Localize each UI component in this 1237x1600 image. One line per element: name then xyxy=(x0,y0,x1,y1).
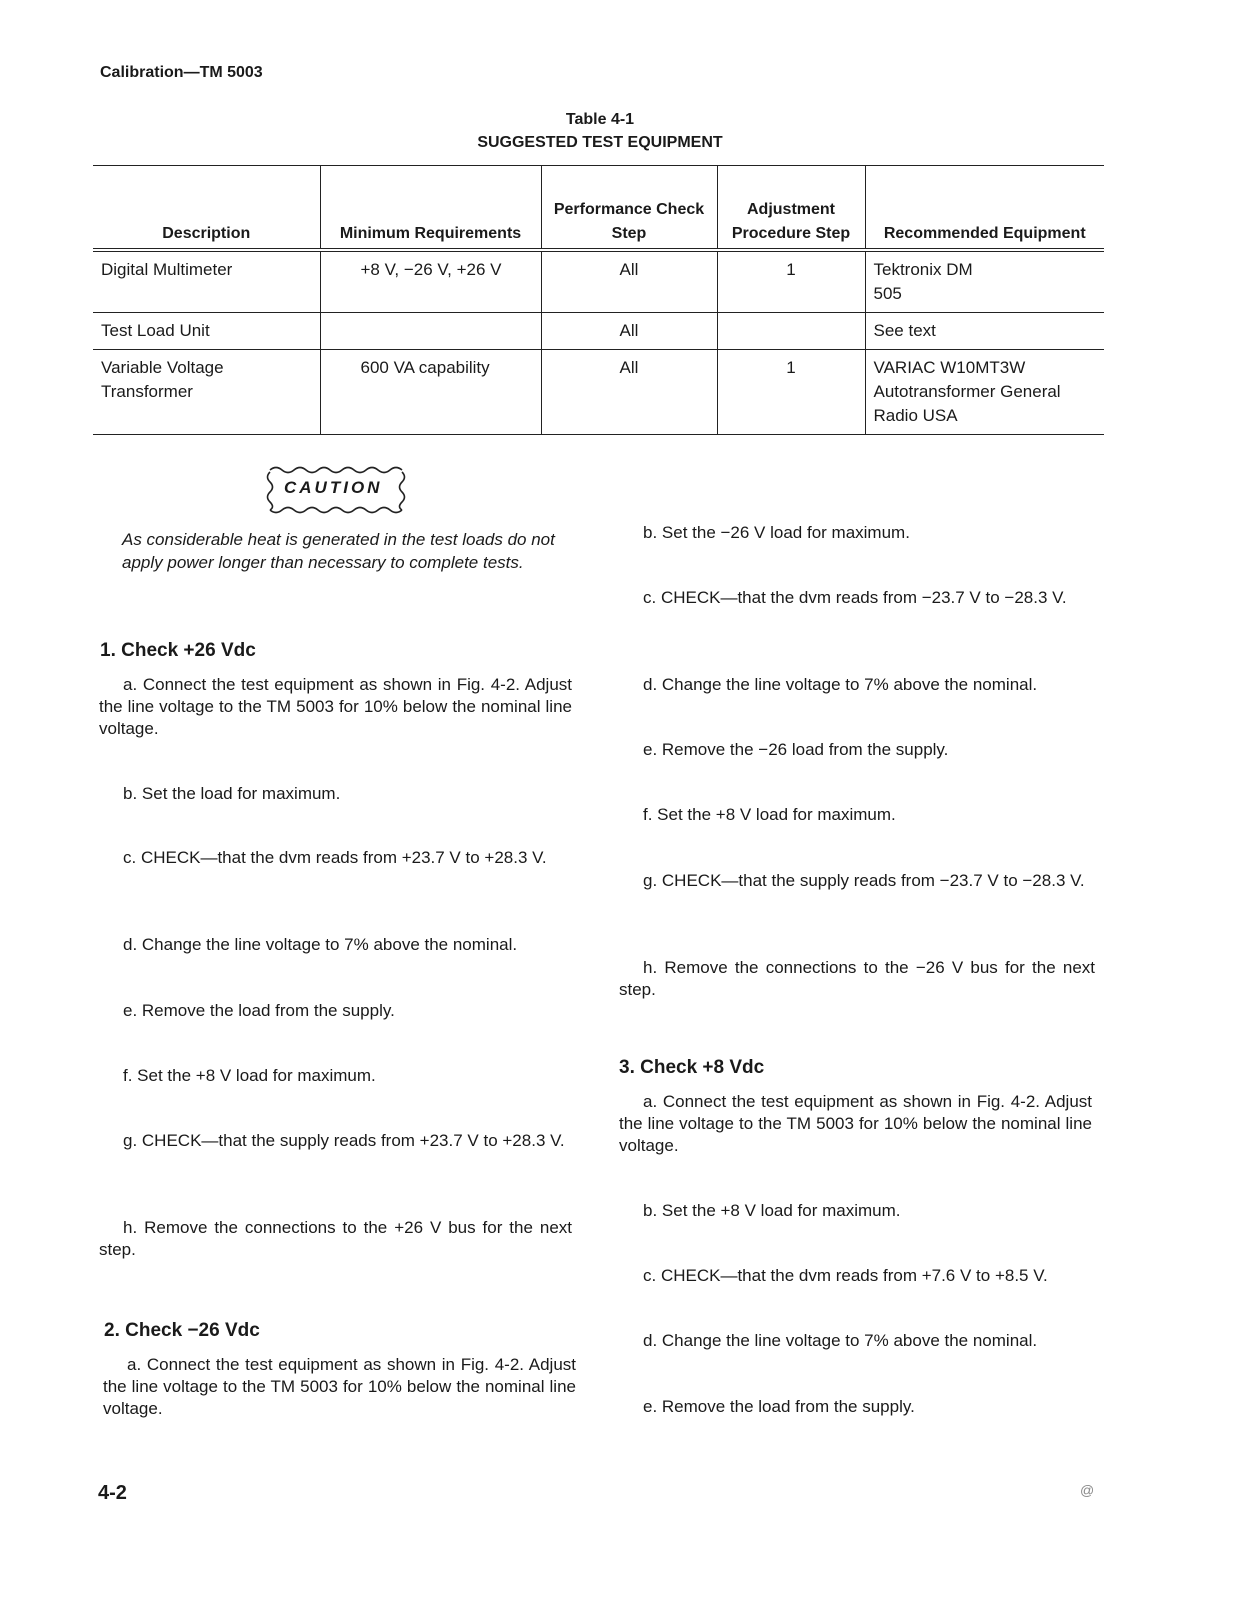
cell-adj-step: 1 xyxy=(717,250,865,313)
table-row xyxy=(93,250,1104,313)
page-number: 4-2 xyxy=(98,1482,127,1504)
table-number: Table 4-1 xyxy=(565,111,635,128)
section-3-title: 3. Check +8 Vdc xyxy=(619,1057,765,1078)
cell-min-req xyxy=(320,313,541,350)
cell-min-req: 600 VA capability xyxy=(320,350,541,435)
step-1h: h. Remove the connections to the +26 V bus for the next step. xyxy=(99,1218,572,1259)
step-3a: a. Connect the test equipment as shown in Fig. 4-2. Adjust the line voltage to the TM 5003 for 10% below the nominal line voltage. xyxy=(619,1092,1092,1155)
cell-perf-step: All xyxy=(541,250,717,313)
cell-description: Digital Multimeter xyxy=(93,250,320,313)
caution-text: As considerable heat is generated in the test loads do not apply power longer than necessary to complete tests. xyxy=(122,530,555,572)
cell-recommended: VARIAC W10MT3W Autotransformer General Radio USA xyxy=(865,350,1104,435)
col-header-adj-step: Adjustment Procedure Step xyxy=(717,166,865,251)
step-2a: a. Connect the test equipment as shown in Fig. 4-2. Adjust the line voltage to the TM 5003 for 10% below the nominal line voltage. xyxy=(103,1355,576,1418)
step-2e: e. Remove the −26 load from the supply. xyxy=(643,740,949,759)
step-2c: c. CHECK—that the dvm reads from −23.7 V to −28.3 V. xyxy=(643,588,1067,607)
step-2g: g. CHECK—that the supply reads from −23.7 V to −28.3 V. xyxy=(643,871,1085,890)
step-2f: f. Set the +8 V load for maximum. xyxy=(643,805,896,824)
step-3b: b. Set the +8 V load for maximum. xyxy=(643,1201,901,1220)
step-1b: b. Set the load for maximum. xyxy=(123,784,341,803)
cell-adj-step xyxy=(717,313,865,350)
running-header: Calibration—TM 5003 xyxy=(100,64,263,81)
step-1a: a. Connect the test equipment as shown in Fig. 4-2. Adjust the line voltage to the TM 5003 for 10% below the nominal line voltage. xyxy=(99,675,572,738)
step-1f: f. Set the +8 V load for maximum. xyxy=(123,1066,376,1085)
step-3d: d. Change the line voltage to 7% above the nominal. xyxy=(643,1331,1038,1350)
step-2h: h. Remove the connections to the −26 V bus for the next step. xyxy=(619,958,1095,999)
table-header-row xyxy=(93,166,1104,251)
test-equipment-table xyxy=(93,165,1104,435)
table-title: SUGGESTED TEST EQUIPMENT xyxy=(477,134,723,151)
footer-mark: @ xyxy=(1080,1482,1095,1498)
cell-perf-step: All xyxy=(541,350,717,435)
cell-description: Variable Voltage Transformer xyxy=(93,350,320,435)
caution-label: CAUTION xyxy=(284,478,383,497)
col-header-recommended: Recommended Equipment xyxy=(865,166,1104,251)
cell-description: Test Load Unit xyxy=(93,313,320,350)
cell-recommended: See text xyxy=(865,313,1104,350)
cell-perf-step: All xyxy=(541,313,717,350)
step-1d: d. Change the line voltage to 7% above the nominal. xyxy=(123,935,518,954)
col-header-min-req: Minimum Requirements xyxy=(320,166,541,251)
step-2b: b. Set the −26 V load for maximum. xyxy=(643,523,910,542)
step-3c: c. CHECK—that the dvm reads from +7.6 V to +8.5 V. xyxy=(643,1266,1048,1285)
section-1-title: 1. Check +26 Vdc xyxy=(100,640,256,661)
section-2-title: 2. Check −26 Vdc xyxy=(104,1320,260,1341)
step-1c: c. CHECK—that the dvm reads from +23.7 V to +28.3 V. xyxy=(123,848,547,867)
caution-box xyxy=(264,464,409,516)
step-2d: d. Change the line voltage to 7% above the nominal. xyxy=(643,675,1038,694)
col-header-perf-step: Performance Check Step xyxy=(541,166,717,251)
step-1e: e. Remove the load from the supply. xyxy=(123,1001,395,1020)
cell-min-req: +8 V, −26 V, +26 V xyxy=(320,250,541,313)
table-row xyxy=(93,350,1104,435)
cell-adj-step: 1 xyxy=(717,350,865,435)
table-row xyxy=(93,313,1104,350)
col-header-description: Description xyxy=(93,166,320,251)
step-3e: e. Remove the load from the supply. xyxy=(643,1397,915,1416)
cell-recommended: Tektronix DM 505 xyxy=(865,250,1104,313)
step-1g: g. CHECK—that the supply reads from +23.7 V to +28.3 V. xyxy=(123,1131,565,1150)
